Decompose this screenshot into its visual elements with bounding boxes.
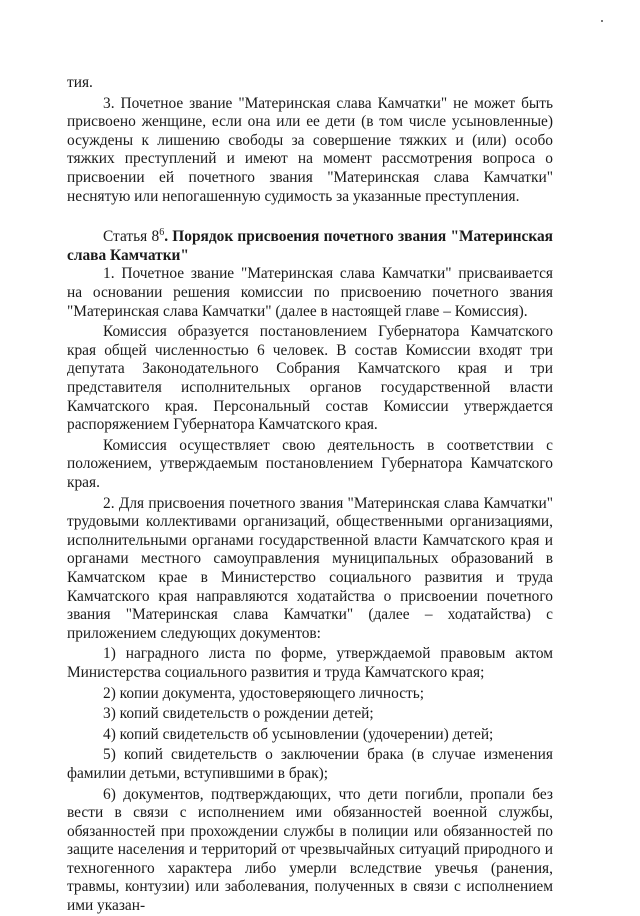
paragraph-commission-2: Комиссия осуществляет свою деятельность в соответствии с положением, утверждаемым постановлением Губернатора Камчатского края. [67, 436, 553, 491]
paragraph-2: 2. Для присвоения почетного звания "Материнская слава Камчатки" трудовыми коллективами организаций, общественными организациями, исполнительными органами государственной власти Камчатского края и органами местного самоуправления муниципальных образований в Камчатском крае в Министерство социального развития и труда Камчатского края направляются ходатайства о присвоении почетного звания "Материнская слава Камчатки" (далее – ходатайства) с приложением следующих документов: [67, 494, 553, 642]
fragment-top: тия. [67, 74, 93, 91]
article-heading [67, 224, 553, 265]
paragraph-1: 1. Почетное звание "Материнская слава Камчатки" присваивается на основании решения комиссии по присвоению почетного звания "Материнская слава Камчатки" (далее в настоящей главе – Комиссия). [67, 265, 553, 320]
article-title: . Порядок присвоения почетного звания "Материнская слава Камчатки" [67, 228, 553, 264]
paragraph-commission-1: Комиссия образуется постановлением Губернатора Камчатского края общей численностью 6 человек. В состав Комиссии входят три депутата Законодательного Собрания Камчатского края и три представителя исполнительных органов государственной власти Камчатского края. Персональный состав Комиссии утверждается распоряжением Губернатора Камчатского края. [67, 323, 553, 434]
article-prefix: Статья 8 [103, 228, 160, 246]
list-item: 5) копий свидетельств о заключении брака (в случае изменения фамилии детьми, вступившими в брак); [67, 746, 553, 782]
list-item: 1) наградного листа по форме, утверждаемой правовым актом Министерства социального развития и труда Камчатского края; [67, 645, 553, 681]
list-item: 6) документов, подтверждающих, что дети погибли, пропали без вести в связи с исполнением ими обязанностей военной службы, обязанностей при прохождении службы в полиции или обязанностей по защите населения и территорий от чрезвычайных ситуаций природного и техногенного характера либо умерли вследствие увечья (ранения, травмы, контузии) или заболевания, полученных в связи с исполнением ими указан- [67, 785, 553, 915]
article-sup: 6 [159, 227, 165, 239]
document-body [67, 74, 553, 916]
list-item: 3) копий свидетельств о рождении детей; [103, 705, 374, 723]
scan-speck [601, 20, 603, 22]
list-item: 4) копий свидетельств об усыновлении (удочерении) детей; [103, 725, 494, 743]
paragraph-3: 3. Почетное звание "Материнская слава Камчатки" не может быть присвоено женщине, если она или ее дети (в том числе усыновленные) осуждены к лишению свободы за совершение тяжких и (или) особо тяжких преступлений и имеют на момент рассмотрения вопроса о присвоении ей почетного звания "Материнская слава Камчатки" неснятую или непогашенную судимость за указанные преступления. [67, 94, 553, 205]
list-item: 2) копии документа, удостоверяющего личность; [103, 684, 425, 702]
